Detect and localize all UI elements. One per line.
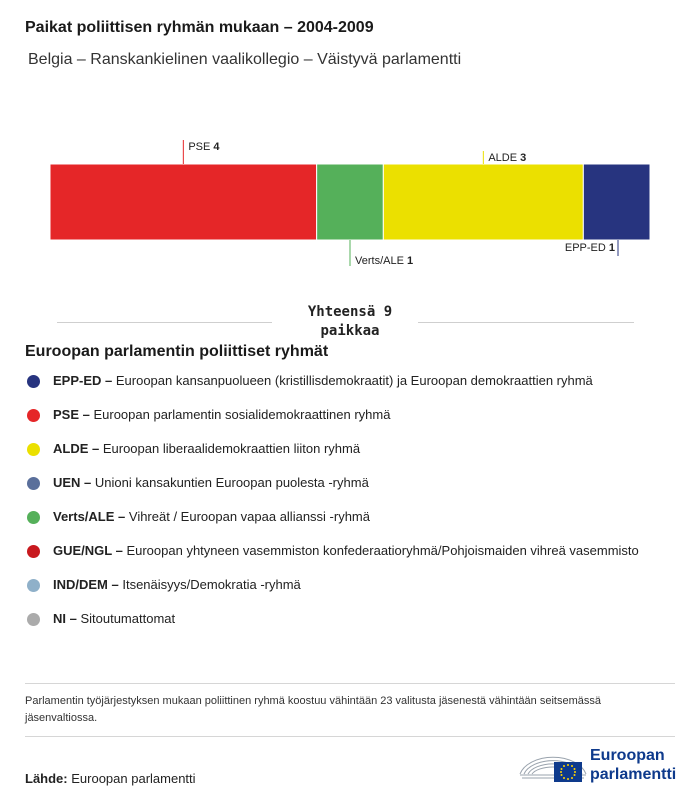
chart-title: Paikat poliittisen ryhmän mukaan – 2004-2009 [25, 19, 374, 36]
legend-item [25, 508, 665, 526]
legend-item [25, 474, 665, 492]
legend-desc: Vihreät / Euroopan vapaa allianssi -ryhmä [125, 509, 370, 524]
legend-desc: Sitoutumattomat [76, 611, 176, 626]
legend-abbr: ALDE – [53, 441, 100, 456]
legend-item [25, 372, 665, 390]
source-label: Lähde: [25, 771, 68, 786]
legend-dot-icon [27, 545, 40, 558]
legend-desc: Euroopan kansanpuolueen (kristillisdemokraatit) ja Euroopan demokraattien ryhmä [112, 373, 593, 388]
source-value: Euroopan parlamentti [67, 771, 196, 786]
bar-label: ALDE 3 [488, 152, 527, 164]
logo-text [590, 746, 676, 784]
legend-dot-icon [27, 477, 40, 490]
bar-segment-vertsale [317, 164, 384, 240]
footnote: Parlamentin työjärjestyksen mukaan poliittinen ryhmä koostuu vähintään 23 valitusta jäsenestä vähintään seitsemässä jäsenvaltiossa. [25, 695, 601, 724]
legend-abbr: GUE/NGL – [53, 543, 123, 558]
source-line [25, 771, 196, 786]
legend-desc: Euroopan parlamentin sosialidemokraattinen ryhmä [89, 407, 391, 422]
divider-bottom [25, 736, 675, 737]
legend-title: Euroopan parlamentin poliittiset ryhmät [25, 343, 329, 360]
legend-item [25, 406, 665, 424]
legend-dot-icon [27, 613, 40, 626]
legend-abbr: PSE – [53, 407, 90, 422]
legend-abbr: Verts/ALE – [53, 509, 126, 524]
bar-segment-pse [50, 164, 317, 240]
legend-desc: Itsenäisyys/Demokratia -ryhmä [118, 577, 301, 592]
bar-label: EPP-ED 1 [564, 242, 615, 254]
legend-desc: Euroopan yhtyneen vasemmiston konfederaatioryhmä/Pohjoismaiden vihreä vasemmisto [122, 543, 639, 558]
legend-item [25, 576, 665, 594]
bar-segment-epped [583, 164, 650, 240]
legend-item [25, 440, 665, 458]
logo-line-1: Euroopan [590, 747, 665, 764]
parliament-hemicycle-icon [518, 744, 588, 786]
bar-label: Verts/ALE 1 [355, 255, 414, 267]
legend-dot-icon [27, 409, 40, 422]
logo-line-2: parlamentti [590, 766, 677, 783]
total-seats-label: Yhteensä 9 paikkaa [307, 304, 393, 339]
legend-dot-icon [27, 375, 40, 388]
legend-item [25, 542, 665, 560]
legend-abbr: EPP-ED – [53, 373, 113, 388]
legend-desc: Unioni kansakuntien Euroopan puolesta -ryhmä [91, 475, 369, 490]
legend-list [25, 372, 665, 628]
legend-dot-icon [27, 511, 40, 524]
total-rule-right [418, 322, 634, 323]
bar-label: PSE 4 [188, 141, 220, 153]
legend-item [25, 610, 665, 628]
legend-desc: Euroopan liberaalidemokraattien liiton ryhmä [99, 441, 361, 456]
legend-abbr: IND/DEM – [53, 577, 119, 592]
legend-abbr: UEN – [53, 475, 92, 490]
divider-top [25, 683, 675, 684]
total-rule-left [57, 322, 272, 323]
chart-subtitle: Belgia – Ranskankielinen vaalikollegio – Väistyvä parlamentti [28, 51, 462, 68]
bar-segment-alde [383, 164, 583, 240]
legend-abbr: NI – [53, 611, 77, 626]
legend-dot-icon [27, 443, 40, 456]
ep-logo [518, 744, 678, 786]
legend-dot-icon [27, 579, 40, 592]
seat-bar-chart [0, 120, 700, 280]
